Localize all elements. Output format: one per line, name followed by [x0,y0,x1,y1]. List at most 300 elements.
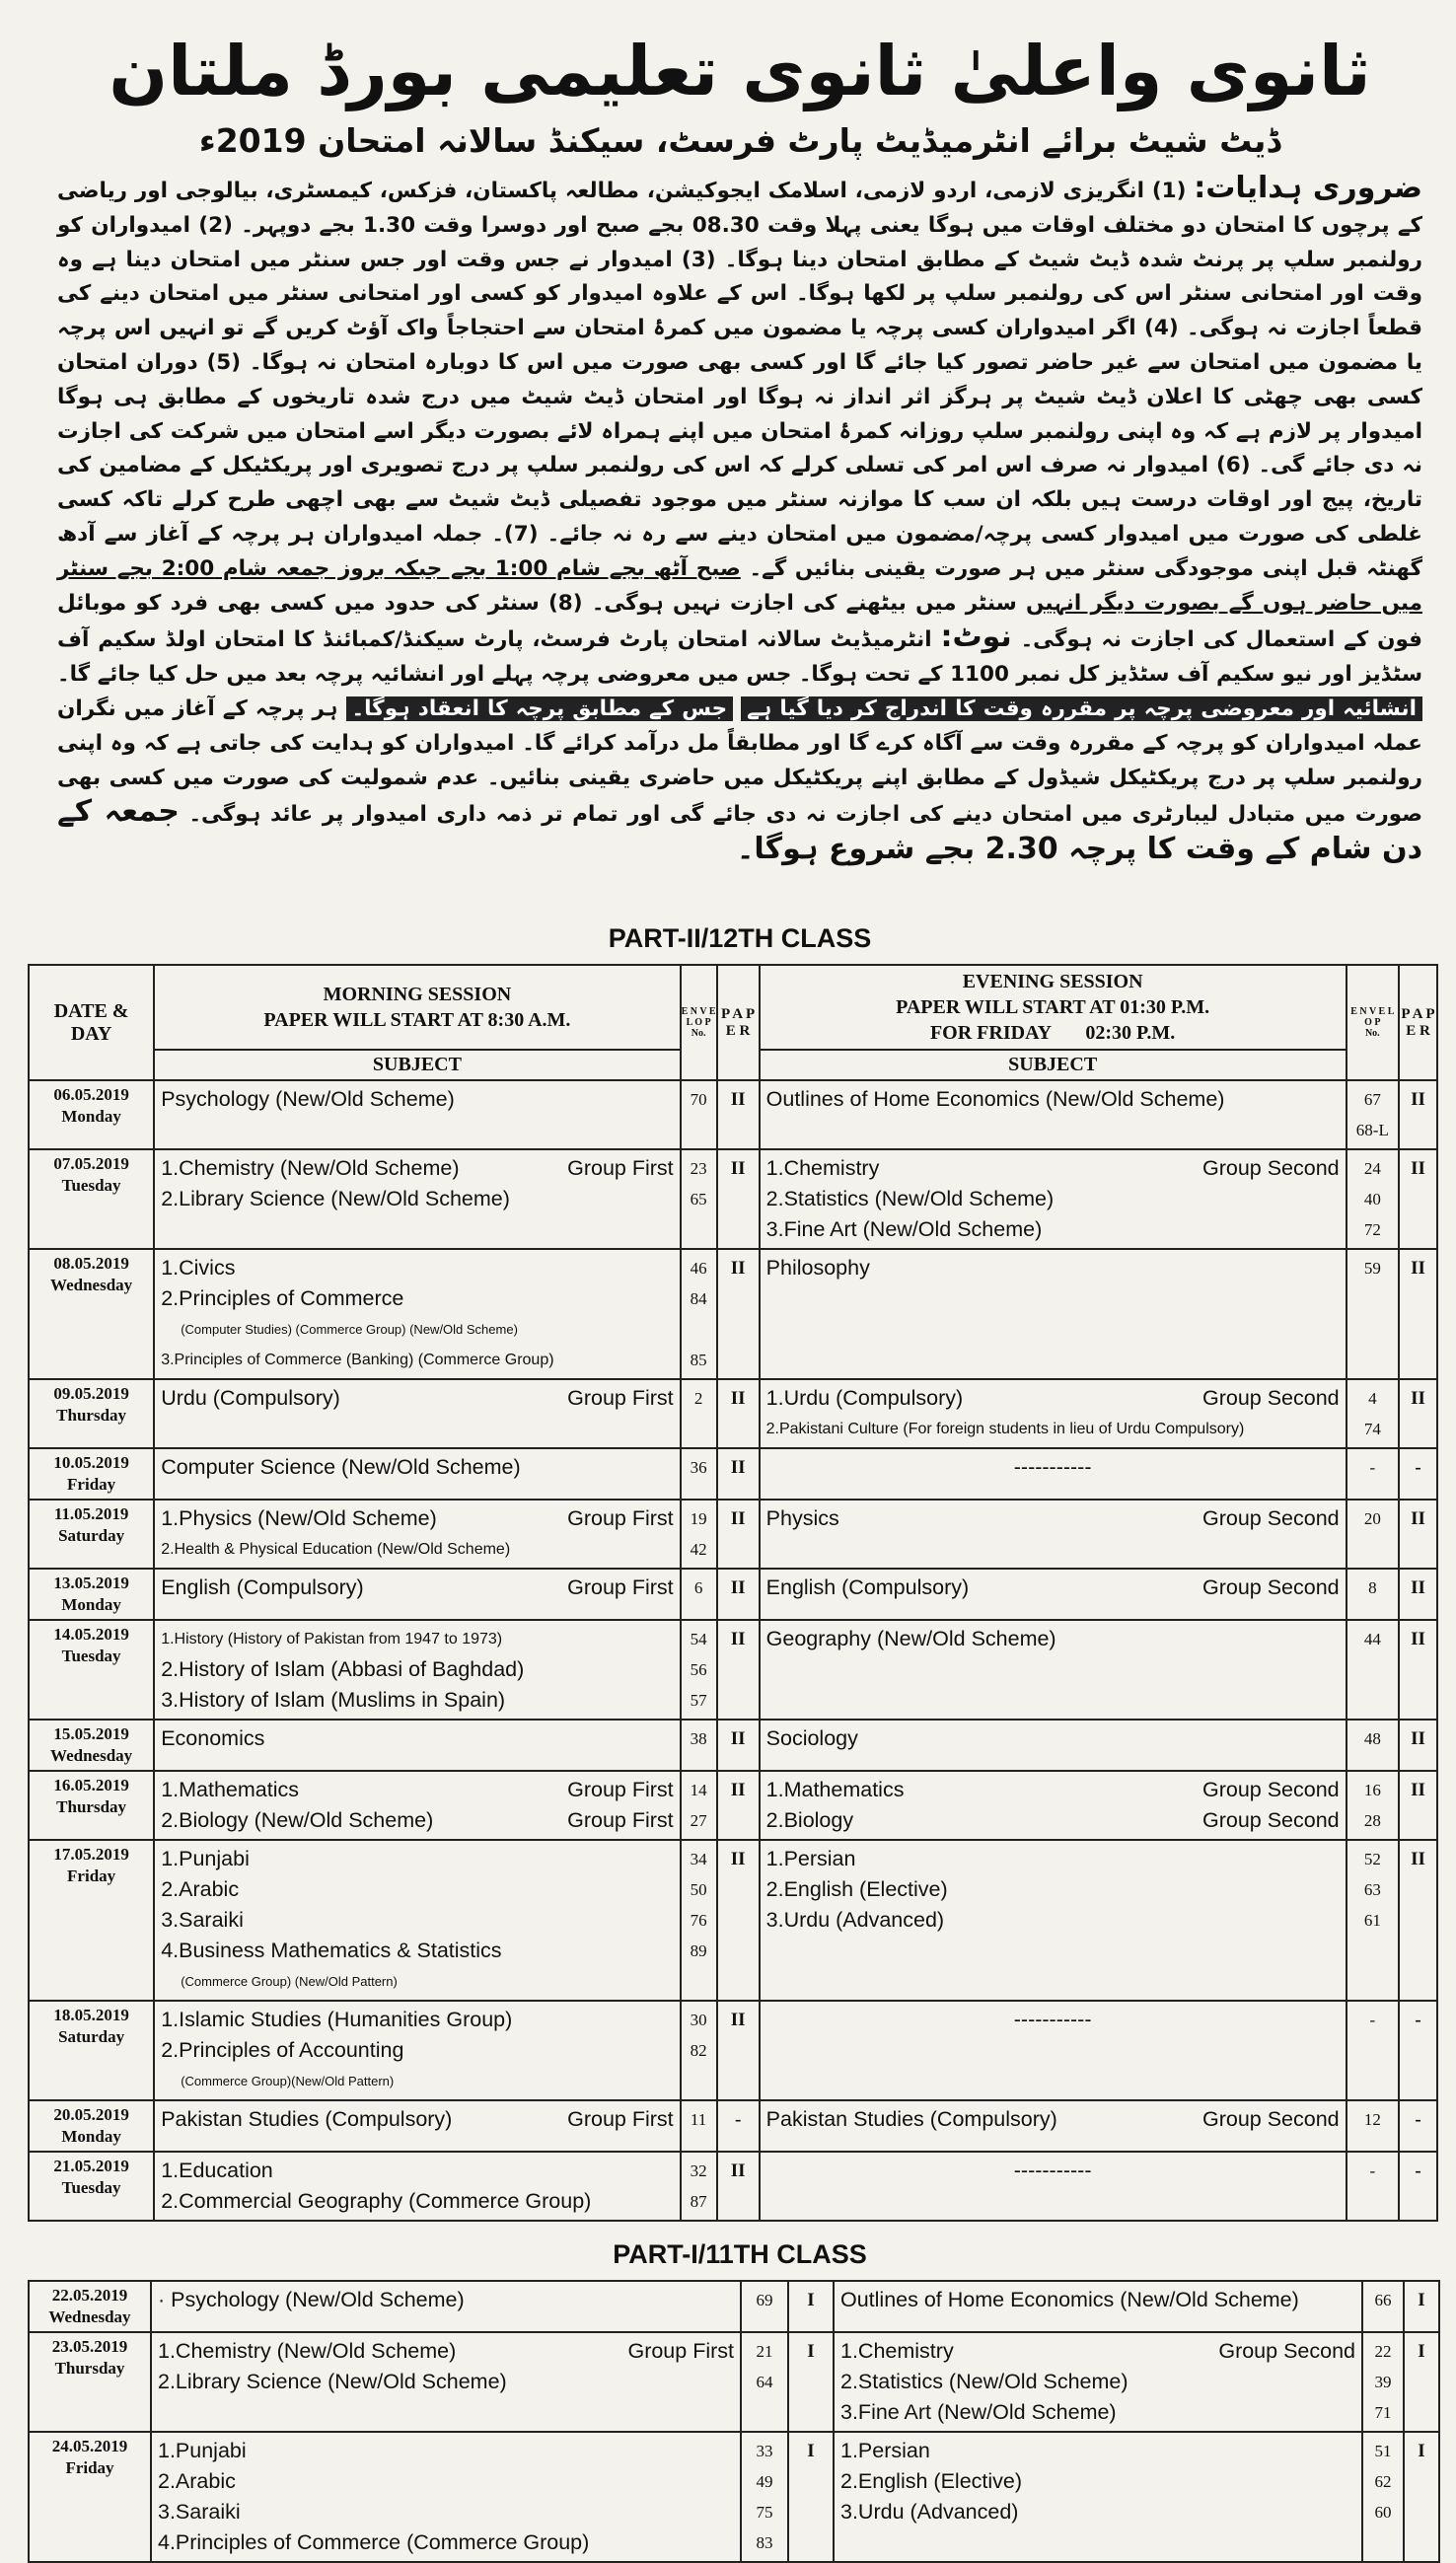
envelop-number: 21 [756,2342,773,2361]
subject-line [766,1775,1340,1805]
exam-date: 24.05.2019 [51,2437,128,2455]
no-paper-dashes: ----------- [1013,2159,1092,2182]
subject-line [161,1723,673,1754]
morning-envelop-cell [741,2281,788,2332]
evening-envelop-cell [1347,1249,1399,1379]
morning-envelop-cell [681,1771,717,1840]
subject-name: 1.Urdu (Compulsory) [765,1386,964,1410]
envelop-number: 69 [756,2291,773,2309]
evening-subject-cell [760,1771,1347,1840]
note-label: نوٹ: [940,620,1012,655]
morning-session-header [154,965,680,1050]
part1-schedule-table [28,2280,1440,2563]
evening-subject-cell [760,1620,1347,1720]
envelop-number: 40 [1363,1190,1381,1208]
evening-paper-cell: - [1399,1448,1437,1500]
envelop-number: 6 [693,1578,703,1597]
date-cell [29,1569,154,1620]
evening-subject-cell [760,1840,1347,2001]
friday-session-time: FOR FRIDAY 02:30 P.M. [929,1022,1176,1044]
evening-envelop-cell [1347,2001,1399,2100]
subject-line [766,1844,1340,1874]
evening-subject-cell [834,2432,1362,2562]
exam-date: 11.05.2019 [53,1504,129,1523]
subject-line [161,2066,673,2096]
evening-subject-cell [760,1379,1347,1448]
envelop-number: 36 [690,1458,707,1477]
subject-name: 2.Health & Physical Education (New/Old Scheme) [161,1541,511,1558]
morning-subject-cell [154,1720,680,1771]
subject-name: 3.Urdu (Advanced) [840,2500,1019,2524]
subject-name: Philosophy [765,1256,870,1280]
subject-line [158,2285,734,2315]
subject-name: Physics [765,1506,839,1530]
evening-envelop-cell [1347,2152,1399,2221]
subject-line [158,2336,734,2367]
date-cell [29,1448,154,1500]
table-row [29,1249,1437,1379]
morning-envelop-cell [681,1379,717,1448]
date-cell [29,1840,154,2001]
subject-line [161,1685,673,1716]
morning-paper-cell: II [717,2001,760,2100]
exam-day: Monday [61,2127,121,2146]
envelop-no-label: No. [691,1028,706,1039]
instructions-block [39,172,1440,919]
exam-day: Wednesday [50,1276,133,1294]
envelop-number: 24 [1363,1159,1381,1178]
envelop-number: 50 [690,1880,707,1899]
table-row [29,1379,1437,1448]
date-cell [29,2281,151,2332]
evening-paper-cell: - [1399,2001,1437,2100]
exam-date: 20.05.2019 [53,2105,129,2124]
evening-envelop-cell [1347,1620,1399,1720]
evening-paper-cell: - [1399,2152,1437,2221]
subject-line [766,1383,1340,1414]
subject-name: 3.Fine Art (New/Old Scheme) [765,1217,1043,1241]
envelop-number: 82 [690,2041,707,2060]
exam-day: Saturday [58,2027,125,2046]
envelop-number: 52 [1363,1850,1381,1868]
morning-subject-cell [154,2100,680,2152]
morning-envelop-cell [681,1720,717,1771]
subject-line [161,1966,673,1997]
group-label: Group First [567,1778,674,1801]
exam-date: 09.05.2019 [53,1384,129,1403]
envelop-number: 19 [690,1509,707,1528]
envelop-number: 23 [690,1159,707,1178]
subject-line [158,2466,734,2497]
date-cell [29,1379,154,1448]
date-cell [29,1771,154,1840]
morning-envelop-cell [681,1620,717,1720]
highlight-note-2: جس کے مطابق پرچہ کا انعقاد ہوگا۔ [346,696,734,721]
evening-paper-cell: I [1404,2281,1439,2332]
morning-envelop-cell [741,2332,788,2432]
table-row [29,2152,1437,2221]
subject-name: (Computer Studies) (Commerce Group) (New/Old Scheme) [181,1322,518,1337]
evening-subject-cell [760,1149,1347,1249]
subject-name: 3.Fine Art (New/Old Scheme) [840,2400,1117,2424]
subject-name: Psychology (New/Old Scheme) [161,1087,455,1111]
date-cell [29,1249,154,1379]
subject-name: 2.Arabic [161,1877,240,1901]
envelop-number: 30 [690,2011,707,2029]
exam-day: Thursday [56,1797,127,1816]
envelop-number: 22 [1374,2342,1392,2361]
group-label: Group Second [1201,2107,1340,2131]
group-label: Group First [567,1156,674,1180]
evening-envelop-cell [1347,1448,1399,1500]
exam-day: Tuesday [61,2178,121,2197]
morning-subject-cell [154,2001,680,2100]
exam-day: Wednesday [50,1746,133,1765]
exam-day: Thursday [54,2359,125,2378]
date-cell [29,2152,154,2221]
evening-subject-cell [760,1500,1347,1569]
subject-name: 1.Physics (New/Old Scheme) [161,1506,437,1530]
subject-line [161,1503,673,1534]
envelop-number: 16 [1363,1781,1381,1799]
exam-day: Saturday [58,1526,125,1545]
subject-name: 2.Statistics (New/Old Scheme) [765,1187,1055,1210]
subject-name: 1.Education [161,2159,273,2182]
envelop-number: 71 [1374,2403,1392,2422]
morning-subject-cell [154,2152,680,2221]
date-cell [29,1620,154,1720]
exam-day: Friday [67,1867,116,1885]
subject-line [766,1624,1340,1654]
subject-line [840,2285,1355,2315]
morning-paper-cell: II [717,1620,760,1720]
table-row [29,1080,1437,1149]
morning-envelop-cell [681,2100,717,2152]
subject-header-morning: SUBJECT [154,1050,680,1080]
exam-day: Friday [65,2458,114,2477]
subject-name: 1.Punjabi [158,2439,247,2462]
envelop-number: 44 [1363,1630,1381,1648]
no-paper-dashes: ----------- [1013,1455,1092,1479]
evening-paper-cell: II [1399,1569,1437,1620]
subject-name: Pakistan Studies (Compulsory) [161,2107,453,2131]
morning-paper-cell: I [788,2432,834,2562]
part2-heading: PART-II/12TH CLASS [608,923,872,953]
subject-line [766,1805,1340,1836]
envelop-number: 12 [1363,2110,1381,2129]
morning-envelop-cell [681,1080,717,1149]
subject-name: Geography (New/Old Scheme) [765,1627,1056,1650]
morning-paper-cell: II [717,1500,760,1569]
morning-paper-cell: I [788,2332,834,2432]
subject-name: 2.Pakistani Culture (For foreign students in lieu of Urdu Compulsory) [765,1421,1245,1437]
date-sheet-subtitle: ڈیٹ شیٹ برائے انٹرمیڈیٹ پارٹ فرسٹ، سیکنڈ سالانہ امتحان 2019ء [198,121,1281,160]
morning-subject-cell [154,1840,680,2001]
exam-date: 22.05.2019 [51,2286,128,2305]
envelop-number: 39 [1374,2373,1392,2391]
exam-date: 08.05.2019 [53,1254,129,1273]
envelop-number: 34 [690,1850,707,1868]
evening-paper-cell: I [1404,2332,1439,2432]
exam-date: 21.05.2019 [53,2157,129,2175]
morning-subject-cell [151,2281,741,2332]
subject-line [161,2186,673,2217]
subject-line [161,1345,673,1375]
envelop-label: E N V E L O P [681,1006,716,1028]
envelop-number: 74 [1363,1420,1381,1438]
subject-line [158,2497,734,2527]
subject-line [161,1534,673,1565]
evening-paper-cell: - [1399,2100,1437,2152]
subject-line [766,1414,1340,1444]
morning-session-time: PAPER WILL START AT 8:30 A.M. [263,1009,571,1031]
envelop-number: 28 [1363,1811,1381,1830]
header-row [29,965,1437,1050]
envelop-number [688,2066,710,2096]
morning-subject-cell [151,2332,741,2432]
envelop-number: 54 [690,1630,707,1648]
morning-subject-cell [154,1080,680,1149]
subject-name: 1.Chemistry [840,2339,954,2363]
exam-date: 14.05.2019 [53,1625,129,1644]
envelop-number: 65 [690,1190,707,1208]
evening-subject-cell [760,2001,1347,2100]
evening-envelop-cell [1362,2432,1404,2562]
evening-paper-cell: II [1399,1720,1437,1771]
reporting-time-note: صبح آٹھ بجے شام 1:00 بجے جبکہ بروز جمعہ شام 2:00 بجے سنٹر میں حاضر ہوں گے بصورت دیگر انہیں [57,555,1422,616]
evening-subject-cell [834,2281,1362,2332]
date-cell [29,2100,154,2152]
evening-envelop-cell [1347,1149,1399,1249]
envelop-number: 38 [690,1729,707,1748]
subject-line [161,1084,673,1115]
morning-paper-cell: II [717,1720,760,1771]
subject-name: 1.Mathematics [161,1778,300,1801]
morning-envelop-cell [681,1840,717,2001]
envelop-number: 27 [690,1811,707,1830]
subject-line [840,2367,1355,2397]
table-row [29,1149,1437,1249]
exam-day: Thursday [56,1406,127,1425]
evening-subject-cell [760,1448,1347,1500]
evening-session-header [760,965,1347,1050]
envelop-number: 42 [690,1540,707,1559]
instructions-text-4: انٹرمیڈیٹ سالانہ امتحان پارٹ فرسٹ، پارٹ سیکنڈ/کمبائنڈ کا امتحان اولڈ سکیم آف سٹڈیز اور نیو سکیم آف سٹڈیز کل نمبر 1100 کے تحت ہوگا۔ جس میں معروضی پرچہ پہلے اور انشائیہ پرچہ بعد میں حل کیا جائے گا۔ [57,627,1422,688]
subject-line [161,2104,673,2135]
subject-name: 2.History of Islam (Abbasi of Baghdad) [161,1657,525,1681]
morning-subject-cell [154,1569,680,1620]
exam-day: Tuesday [61,1176,121,1195]
part1-rows [29,2281,1439,2562]
table-row [29,2100,1437,2152]
envelop-number: 66 [1374,2291,1392,2309]
table-row [29,2332,1439,2432]
exam-date: 13.05.2019 [53,1574,129,1592]
envelop-number [688,1966,710,1997]
part1-heading: PART-I/11TH CLASS [613,2239,867,2269]
envelop-number: 51 [1374,2442,1392,2460]
envelop-number: 89 [690,1941,707,1960]
subject-line [161,1573,673,1603]
morning-subject-cell [151,2432,741,2562]
subject-line [161,1624,673,1654]
table-row [29,1569,1437,1620]
group-label: Group First [567,1575,674,1599]
exam-day: Friday [67,1475,116,1494]
group-label: Group First [627,2339,734,2363]
envelop-number: 33 [756,2442,773,2460]
subject-line [766,1723,1340,1754]
part2-schedule-table [28,964,1438,2222]
morning-paper-cell: II [717,1249,760,1379]
subject-name: 2.English (Elective) [765,1877,948,1901]
exam-date: 16.05.2019 [53,1776,129,1794]
envelop-number: 46 [690,1259,707,1278]
exam-date: 23.05.2019 [51,2337,128,2356]
exam-day: Monday [61,1595,121,1614]
envelop-number: 2 [693,1389,703,1408]
subject-name: · Psychology (New/Old Scheme) [158,2288,465,2311]
envelop-header [681,965,717,1080]
morning-paper-cell: - [717,2100,760,2152]
part2-rows [29,1080,1437,2221]
exam-date: 18.05.2019 [53,2006,129,2024]
exam-day: Tuesday [61,1647,121,1665]
subject-line [840,2397,1355,2428]
subject-name: 3.Principles of Commerce (Banking) (Commerce Group) [161,1352,554,1368]
evening-subject-cell [834,2332,1362,2432]
subject-line [840,2466,1355,2497]
subject-line [161,1905,673,1936]
subject-name: 2.Library Science (New/Old Scheme) [158,2370,507,2393]
instructions-text-2: (7)۔ جملہ امیدواران ہر پرچہ کے آغاز سے آدھ گھنٹہ قبل اپنی موجودگی سنٹر میں ہر صورت یقینی بنائیں گے۔ [57,521,1422,581]
table-row [29,1448,1437,1500]
evening-paper-cell: II [1399,1249,1437,1379]
subject-name: (Commerce Group)(New/Old Pattern) [181,2074,395,2088]
morning-paper-cell: I [788,2281,834,2332]
subject-name: 1.Persian [840,2439,930,2462]
subject-name: 1.Persian [765,1847,856,1870]
exam-day: Monday [61,1107,121,1126]
evening-paper-cell: II [1399,1500,1437,1569]
paper-header-evening: P A P E R [1399,965,1437,1080]
board-title: ثانوی واعلیٰ ثانوی تعلیمی بورڈ ملتان [109,31,1371,111]
subject-line [766,1153,1340,1184]
subject-line [161,1383,673,1414]
subject-line [161,1153,673,1184]
subject-name: Outlines of Home Economics (New/Old Scheme) [765,1087,1225,1111]
envelop-number [688,1314,710,1345]
group-label: Group First [567,1506,674,1530]
evening-paper-cell: II [1399,1840,1437,2001]
evening-paper-cell: II [1399,1620,1437,1720]
subject-name: 1.Mathematics [765,1778,905,1801]
subject-line [766,1874,1340,1905]
morning-envelop-cell [681,1249,717,1379]
morning-paper-cell: II [717,1771,760,1840]
morning-subject-cell [154,1249,680,1379]
envelop-number: - [1369,2011,1376,2029]
evening-session-title: EVENING SESSION [962,971,1143,992]
subject-line [161,1452,673,1483]
subject-header-evening: SUBJECT [760,1050,1347,1080]
paper-header: P A P E R [717,965,760,1080]
subject-line [158,2436,734,2466]
subject-line [766,1084,1340,1115]
morning-subject-cell [154,1500,680,1569]
evening-subject-cell [760,1569,1347,1620]
subject-name: 2.Biology (New/Old Scheme) [161,1808,434,1832]
envelop-number: 62 [1374,2472,1392,2491]
instructions-heading: ضروری ہدایات: [1194,172,1422,205]
instructions-text-3: سنٹر میں بیٹھنے کی اجازت نہیں ہوگی۔ (8) سنٹر کی حدود میں کسی بھی فرد کو موبائل فون کے استعمال کی اجازت نہ ہوگی۔ [57,590,1422,653]
group-label: Group Second [1201,1156,1340,1180]
date-cell [29,1720,154,1771]
table-row [29,1500,1437,1569]
evening-paper-cell: II [1399,1080,1437,1149]
envelop-label-evening: E N V E L O P [1350,1006,1395,1028]
subject-line [766,2005,1340,2035]
subject-name: Urdu (Compulsory) [161,1386,340,1410]
subject-line [158,2527,734,2558]
table-row [29,1620,1437,1720]
subject-line [840,2436,1355,2466]
envelop-number: 14 [690,1781,707,1799]
evening-paper-cell: II [1399,1771,1437,1840]
table-row [29,2001,1437,2100]
friday-timing-note: جمعہ کے دن شام کے وقت کا پرچہ 2.30 بجے شروع ہوگا۔ [57,794,1422,867]
no-paper-dashes: ----------- [1013,2008,1092,2031]
envelop-number: 59 [1363,1259,1381,1278]
subject-name: Computer Science (New/Old Scheme) [161,1455,521,1479]
subject-line [161,2005,673,2035]
morning-paper-cell: II [717,1149,760,1249]
evening-envelop-cell [1347,2100,1399,2152]
envelop-number: 85 [690,1351,707,1369]
subject-line [161,1253,673,1283]
evening-subject-cell [760,1249,1347,1379]
morning-envelop-cell [681,1500,717,1569]
subject-name: 1.Chemistry (New/Old Scheme) [158,2339,457,2363]
subject-name: 2.English (Elective) [840,2469,1023,2493]
exam-day: Wednesday [48,2307,131,2326]
subject-name: 1.History (History of Pakistan from 1947 to 1973) [161,1631,503,1648]
evening-envelop-cell [1347,1500,1399,1569]
morning-paper-cell: II [717,1080,760,1149]
subject-line [840,2336,1355,2367]
envelop-number: 60 [1374,2503,1392,2522]
subject-name: 1.Punjabi [161,1847,250,1870]
table-row [29,2432,1439,2562]
envelop-number: 87 [690,2192,707,2211]
date-cell [29,1149,154,1249]
morning-subject-cell [154,1149,680,1249]
subject-name: 3.Urdu (Advanced) [765,1908,945,1932]
subject-name: 2.Biology [765,1808,854,1832]
evening-subject-cell [760,1080,1347,1149]
morning-subject-cell [154,1448,680,1500]
subject-line [766,1503,1340,1534]
evening-paper-cell: II [1399,1149,1437,1249]
subject-line [766,1573,1340,1603]
date-cell [29,2001,154,2100]
morning-envelop-cell [741,2432,788,2562]
morning-session-title: MORNING SESSION [323,984,512,1005]
envelop-number: 67 68-L [1355,1090,1389,1139]
subject-line [766,1905,1340,1936]
envelop-number: 63 [1363,1880,1381,1899]
evening-envelop-cell [1347,1720,1399,1771]
